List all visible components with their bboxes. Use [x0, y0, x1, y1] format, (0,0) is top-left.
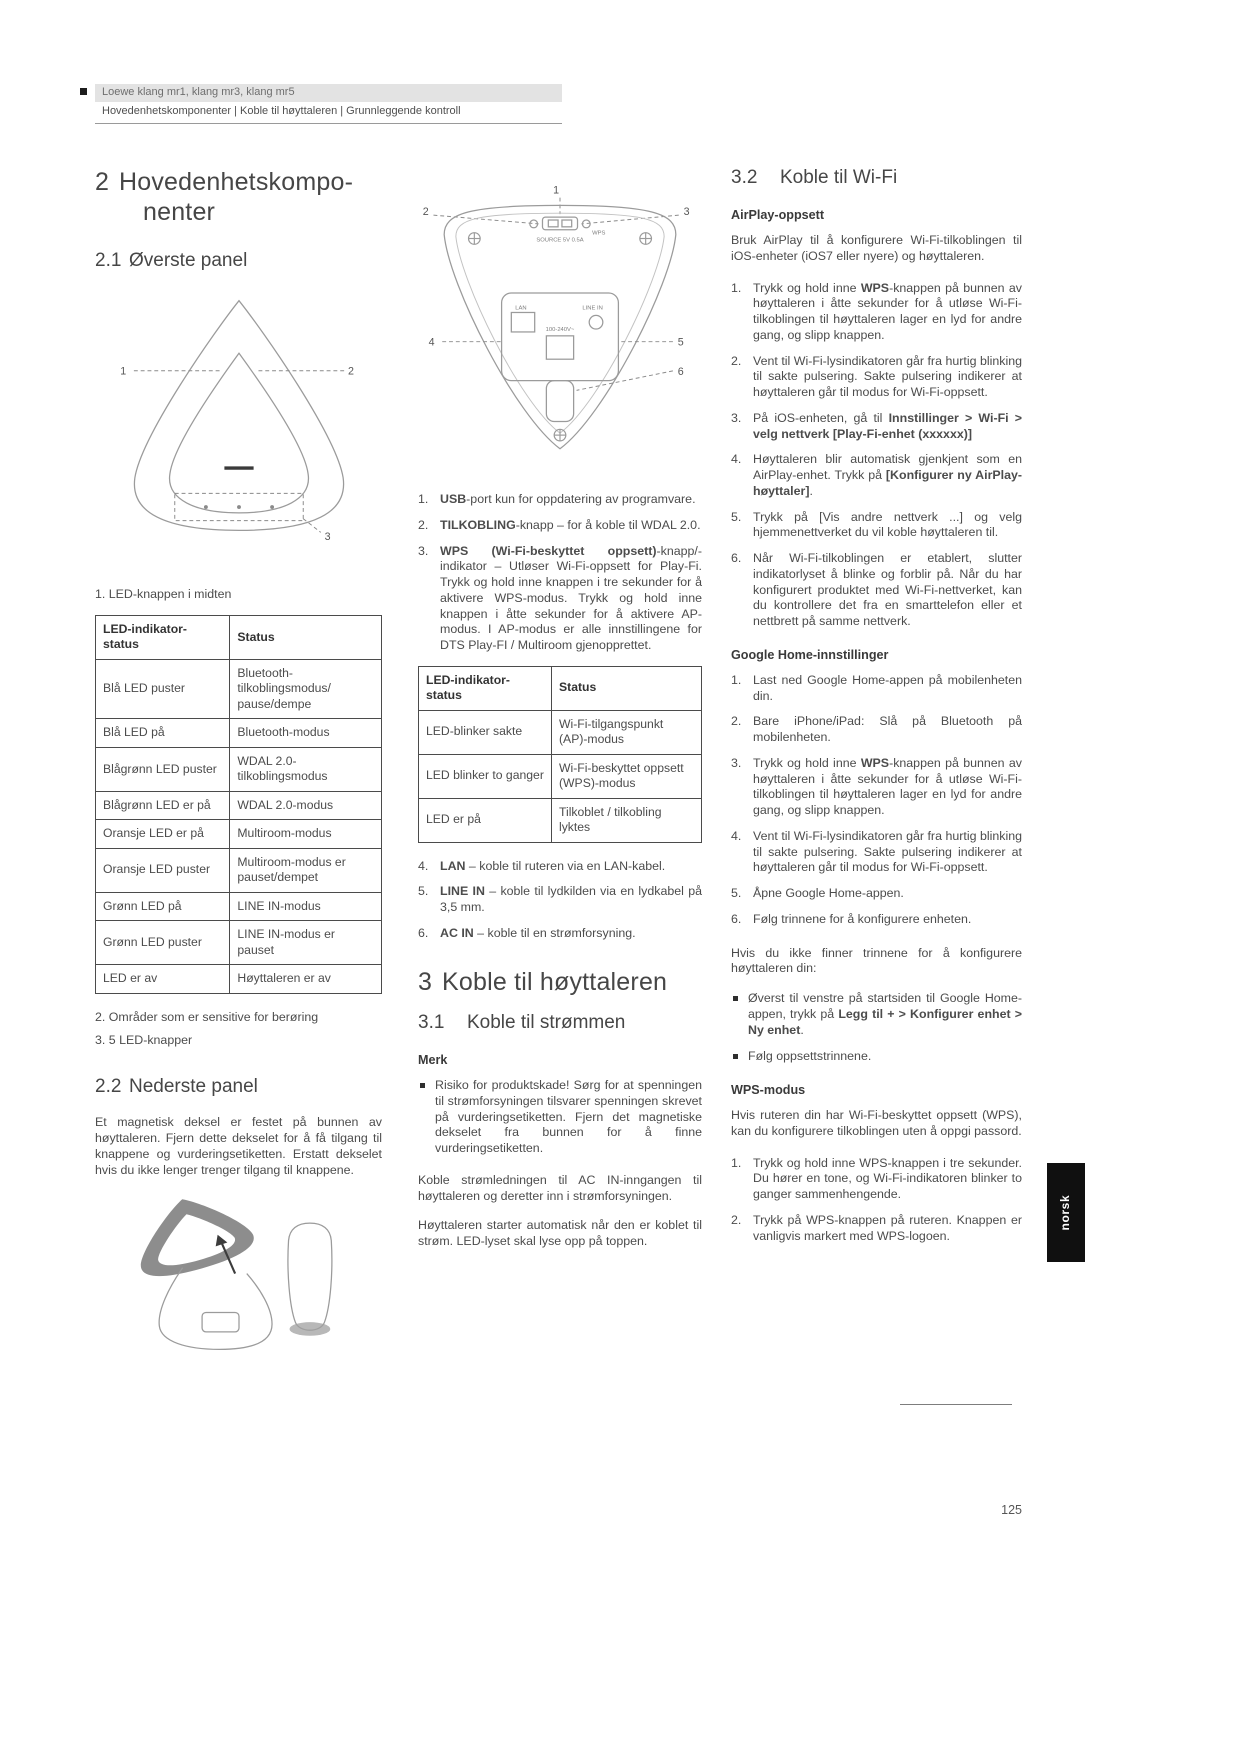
- touch-note: 2. Områder som er sensitive for berøring: [95, 1009, 319, 1024]
- wps-label: WPS: [592, 230, 606, 237]
- status-cell: Multiroom-modus: [230, 820, 382, 848]
- status-cell: Wi-Fi-beskyttet oppsett (WPS)-modus: [552, 754, 702, 798]
- screw-icons: [469, 230, 652, 441]
- line-in-label: LINE IN: [582, 305, 603, 312]
- column-middle: [418, 160, 702, 1263]
- bullet-square-icon: [80, 88, 87, 95]
- indicator-cell: LED er på: [419, 798, 552, 842]
- list-item: LAN – koble til ruteren via en LAN-kabel.: [440, 858, 666, 873]
- speaker-top-opening: [169, 353, 308, 513]
- indicator-cell: Oransje LED er på: [96, 820, 230, 848]
- table-row: [96, 659, 382, 718]
- table-row: [419, 710, 702, 754]
- indicator-cell: LED er av: [96, 965, 230, 993]
- indicator-cell: Grønn LED puster: [96, 921, 230, 965]
- led-buttons-note: 3. 5 LED-knapper: [95, 1033, 193, 1048]
- warning-list: [418, 1078, 702, 1157]
- section-3-2-title: 3.2 Koble til Wi-Fi: [731, 167, 898, 188]
- list-item: Åpne Google Home-appen.: [753, 886, 904, 901]
- table-row: [96, 820, 382, 848]
- section-2-number: 2: [95, 168, 110, 196]
- page-header: [80, 84, 562, 124]
- bottom-panel-items-4-6: [418, 859, 702, 942]
- status-cell: Tilkoblet / tilkobling lyktes: [552, 798, 702, 842]
- list-item: USB-port kun for oppdatering av programvare.: [440, 492, 696, 506]
- table-row: [96, 965, 382, 993]
- list-item: Trykk og hold inne WPS-knappen på bunnen av høyttaleren i åtte sekunder for å utløse Wi-Fi-tilkoblingen til høyttaleren lager en lyd for andre gang, og slipp knappen.: [753, 755, 1022, 818]
- led-note: 1. LED-knappen i midten: [95, 587, 232, 602]
- table-row: [419, 798, 702, 842]
- list-item: Høyttaleren blir automatisk gjenkjent som en AirPlay-enhet. Trykk på [Konfigurer ny AirPlay-høyttaler].: [753, 452, 1023, 498]
- list-item: Trykk på [Vis andre nettverk ...] og velg hjemmenettverket du vil koble høyttaleren til.: [753, 509, 1022, 540]
- speaker-bottom-outline: [159, 1268, 272, 1350]
- list-item: Bare iPhone/iPad: Slå på Bluetooth på mobilenheten.: [753, 714, 1022, 745]
- diagram-label-1: 1: [119, 365, 126, 378]
- cord-channel: [546, 381, 573, 422]
- diagram-label-5: 5: [677, 336, 684, 349]
- header-models: Loewe klang mr1, klang mr3, klang mr5: [95, 84, 562, 102]
- list-item: Følg trinnene for å konfigurere enheten.: [753, 911, 972, 926]
- table-header-row: [419, 666, 702, 710]
- power-connect-paragraph: Koble strømledningen til AC IN-inngangen til høyttaleren og deretter inn i strømforsyningen.: [418, 1172, 702, 1203]
- footer-rule: [900, 1404, 1012, 1405]
- google-home-heading: Google Home-innstillinger: [731, 647, 889, 662]
- section-3-title: 3 Koble til høyttaleren: [418, 967, 668, 996]
- usb-port-label: SOURCE 5V 0.5A: [536, 237, 584, 244]
- diagram-label-4: 4: [428, 336, 435, 349]
- status-cell: LINE IN-modus er pauset: [230, 921, 382, 965]
- table-row: [96, 848, 382, 892]
- indicator-cell: Blågrønn LED er på: [96, 791, 230, 819]
- diagram-label-2: 2: [347, 365, 354, 378]
- lan-port: [511, 312, 534, 331]
- list-item: Last ned Google Home-appen på mobilenheten din.: [753, 672, 1022, 703]
- status-cell: Bluetooth-modus: [230, 719, 382, 747]
- section-2-2-title: 2.2 Nederste panel: [95, 1076, 258, 1098]
- lan-label: LAN: [515, 305, 527, 312]
- page-number: 125: [1001, 1503, 1022, 1517]
- diagram-label-2: 2: [422, 206, 429, 219]
- list-item: AC IN – koble til en strømforsyning.: [440, 925, 636, 940]
- indicator-cell: Blå LED puster: [96, 659, 230, 718]
- led-status-table-bottom: [418, 666, 702, 843]
- bottom-panel-diagram: [418, 184, 702, 476]
- auto-start-paragraph: Høyttaleren starter automatisk når den er koblet til strøm. LED-lyset skal lyse opp på toppen.: [418, 1218, 702, 1249]
- table-row: [96, 719, 382, 747]
- magnetic-cover: [126, 1192, 258, 1284]
- status-cell: WDAL 2.0-tilkoblingsmodus: [230, 747, 382, 791]
- table-row: [96, 921, 382, 965]
- google-fallback-bullets: [731, 991, 1022, 1065]
- bottom-panel-items-1-3: [418, 492, 702, 654]
- language-tab: [1047, 1163, 1085, 1262]
- status-cell: WDAL 2.0-modus: [230, 791, 382, 819]
- list-item: WPS (Wi-Fi-beskyttet oppsett)-knapp/-indikator – Utløser Wi-Fi-oppsett for Play-Fi. Trykk og hold inne knappen i tre sekunder for å aktivere WPS-modus. Trykk og hold inne knappen i åtte sekunder for å aktivere AP-modus. I AP-modus er alle innstillingene for DTS Play-FI / Multiroom gjenopprettet.: [440, 543, 702, 652]
- cover-attached: [289, 1322, 330, 1336]
- section-2-title-line1: Hovedenhetskompo-: [119, 168, 354, 196]
- header-cell-indicator: LED-indikator-status: [419, 666, 552, 710]
- line-in-port: [589, 315, 603, 329]
- breadcrumb: Hovedenhetskomponenter | Koble til høyttaleren | Grunnleggende kontroll: [95, 102, 562, 124]
- airplay-heading: AirPlay-oppsett: [731, 208, 825, 223]
- bullet-item: Øverst til venstre på startsiden til Google Home-appen, trykk på Legg til + > Konfigurer enhet > Ny enhet.: [731, 991, 1022, 1038]
- status-cell: Multiroom-modus er pauset/dempet: [230, 848, 382, 892]
- ac-in-port: [546, 336, 573, 359]
- language-tab-label: norsk: [1058, 1194, 1073, 1231]
- list-item: Når Wi-Fi-tilkoblingen er etablert, slutter indikatorlyset å blinke og forblir på. Når du har konfigurert produktet med Wi-Fi-nettverket, kan du kontrollere det fra en smarttelefon eller et nettbrett på samme nettverk.: [753, 551, 1022, 629]
- speaker-side-outline: [287, 1223, 331, 1330]
- list-item: LINE IN – koble til lydkilden via en lydkabel på 3,5 mm.: [440, 884, 702, 915]
- indicator-cell: LED-blinker sakte: [419, 710, 552, 754]
- header-cell-status: Status: [552, 666, 702, 710]
- table-row: [419, 754, 702, 798]
- list-item: Vent til Wi-Fi-lysindikatoren går fra hurtig blinking til sakte pulsering. Sakte pulsering indikerer at høyttaleren går til modus for Wi-Fi-oppsett.: [753, 828, 1022, 875]
- table-header-row: [96, 615, 382, 659]
- bottom-panel-intro: Et magnetisk deksel er festet på bunnen av høyttaleren. Fjern dette dekselet for å få tilgang til knappene og vurderingsetiketten. Erstatt dekselet hvis du ikke lenger trenger tilgang til knappene.: [95, 1115, 382, 1177]
- header-cell-status: Status: [230, 615, 382, 659]
- section-2-title: [95, 168, 382, 227]
- list-item: Vent til Wi-Fi-lysindikatoren går fra hurtig blinking til sakte pulsering. Sakte pulsering indikerer at høyttaleren går til modus for Wi-Fi-oppsett.: [753, 353, 1022, 400]
- section-2-1-title: 2.1 Øverste panel: [95, 250, 248, 271]
- diagram-label-3: 3: [683, 206, 690, 219]
- indicator-cell: LED blinker to ganger: [419, 754, 552, 798]
- section-2-title-line2: nenter: [143, 197, 216, 226]
- wps-mode-heading: WPS-modus: [731, 1083, 806, 1098]
- status-cell: LINE IN-modus: [230, 892, 382, 920]
- bullet-item: Følg oppsettstrinnene.: [731, 1049, 1022, 1065]
- list-item: Trykk på WPS-knappen på ruteren. Knappen er vanligvis markert med WPS-logoen.: [753, 1212, 1022, 1243]
- list-item: Trykk og hold inne WPS-knappen på bunnen av høyttaleren i åtte sekunder for å utløse Wi-Fi-tilkoblingen til høyttaleren lager en lyd for andre gang, og slipp knappen.: [753, 280, 1022, 342]
- indicator-cell: Oransje LED puster: [96, 848, 230, 892]
- airplay-steps: [731, 281, 1022, 630]
- wps-mode-intro: Hvis ruteren din har Wi-Fi-beskyttet oppsett (WPS), kan du konfigurere tilkoblingen uten å oppgi passord.: [731, 1108, 1022, 1138]
- speaker-top-outline: [134, 301, 343, 531]
- airplay-intro: Bruk AirPlay til å konfigurere Wi-Fi-tilkoblingen til iOS-enheter (iOS7 eller nyere) og høyttaleren.: [731, 233, 1022, 263]
- indicator-cell: Grønn LED på: [96, 892, 230, 920]
- diagram-label-3: 3: [324, 531, 331, 544]
- power-label: 100-240V~: [545, 326, 575, 333]
- status-cell: Høyttaleren er av: [230, 965, 382, 993]
- indicator-cell: Blå LED på: [96, 719, 230, 747]
- diagram-label-6: 6: [677, 365, 684, 378]
- wps-mode-steps: [731, 1156, 1022, 1245]
- diagram-label-1: 1: [553, 184, 560, 197]
- section-3-1-title: 3.1 Koble til strømmen: [418, 1012, 626, 1034]
- note-label: Merk: [418, 1053, 448, 1068]
- bottom-inner-outline: [456, 213, 664, 433]
- led-status-table-top: [95, 615, 382, 994]
- status-cell: Bluetooth-tilkoblingsmodus/ pause/dempe: [230, 659, 382, 718]
- header-cell-indicator: LED-indikator-status: [96, 615, 230, 659]
- status-cell: Wi-Fi-tilgangspunkt (AP)-modus: [552, 710, 702, 754]
- top-panel-diagram: [102, 289, 376, 581]
- google-fallback-intro: Hvis du ikke finner trinnene for å konfigurere høyttaleren din:: [731, 945, 1022, 976]
- column-right: [731, 160, 1022, 1256]
- list-item: På iOS-enheten, gå til Innstillinger > Wi-Fi > velg nettverk [Play-Fi-enhet (xxxxxx)]: [753, 410, 1022, 441]
- warning-item: Risiko for produktskade! Sørg for at spenningen til strømforsyningen tilsvarer spenningen skrevet på vurderingsetiketten. Fjern det magnetiske dekselet fra bunnen for å finne vurderingsetiketten.: [418, 1078, 702, 1157]
- connector-recess: [202, 1313, 239, 1332]
- indicator-cell: Blågrønn LED puster: [96, 747, 230, 791]
- google-home-steps: [731, 673, 1022, 928]
- table-row: [96, 892, 382, 920]
- column-left: [95, 160, 382, 1368]
- cover-removal-diagram: [122, 1192, 356, 1362]
- list-item: Trykk og hold inne WPS-knappen i tre sekunder. Du hører en tone, og Wi-Fi-indikatoren blinker to ganger sammenhengende.: [753, 1155, 1022, 1202]
- table-row: [96, 791, 382, 819]
- table-row: [96, 747, 382, 791]
- list-item: TILKOBLING-knapp – for å koble til WDAL 2.0.: [440, 517, 701, 532]
